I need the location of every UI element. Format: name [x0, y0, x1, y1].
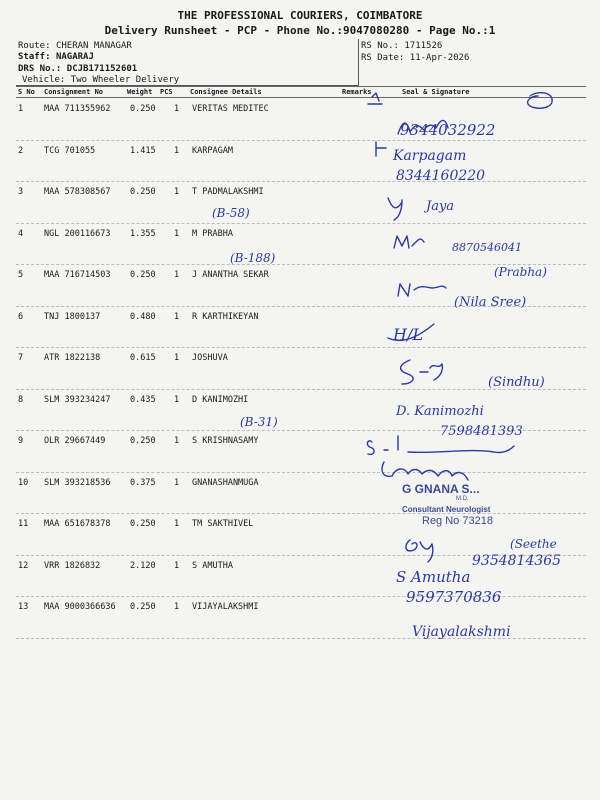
rs-date-value: 11-Apr-2026: [409, 53, 470, 63]
cell-sno: 4: [18, 228, 24, 239]
cell-weight: 0.480: [130, 311, 156, 322]
handwritten-mark-6: H/L: [393, 325, 423, 344]
row-separator: [16, 181, 586, 182]
row-separator: [16, 306, 586, 307]
vehicle-value: Two Wheeler Delivery: [70, 75, 180, 85]
cell-consignment: MAA 711355962: [44, 104, 111, 114]
cell-consignment: TNJ 1800137: [44, 311, 101, 322]
sig-row-3: [388, 198, 402, 220]
cell-consignee: J ANANTHA SEKAR: [192, 270, 269, 280]
row-separator: [16, 140, 586, 141]
cell-weight: 1.355: [130, 228, 156, 239]
cell-weight: 0.250: [130, 602, 156, 612]
row-separator: [16, 472, 586, 473]
cell-consignment: OLR 29667449: [44, 436, 106, 446]
rs-no-label: RS No.:: [361, 41, 399, 51]
cell-sno: 3: [18, 187, 24, 197]
cell-consignment: SLM 393218536: [44, 477, 111, 488]
row-separator: [16, 555, 586, 556]
handwritten-name-4: (Prabha): [494, 265, 547, 279]
handwritten-phone-2: 8344160220: [396, 168, 486, 184]
handwritten-note-11: (Seethe: [510, 537, 557, 551]
cell-sno: 2: [18, 145, 24, 156]
handwritten-phone-11: 9354814365: [472, 553, 562, 569]
stamp-title: Consultant Neurologist: [402, 505, 491, 514]
cell-consignment: VRR 1826832: [44, 560, 101, 571]
doctor-stamp: [392, 478, 572, 538]
row-separator: [16, 596, 586, 597]
sig-row-11: [406, 540, 433, 562]
handwritten-name-8: D. Kanimozhi: [396, 404, 484, 419]
cell-consignee: M PRABHA: [192, 228, 233, 239]
drs-line: [18, 64, 137, 74]
table-header-rule: [16, 97, 586, 98]
rs-no-line: [361, 41, 442, 51]
cell-pcs: 1: [174, 187, 180, 197]
col-weight: Weight: [127, 88, 153, 96]
cell-consignment: MAA 578308567: [44, 187, 111, 197]
cell-consignee: T PADMALAKSHMI: [192, 187, 264, 197]
cell-weight: 0.375: [130, 477, 156, 488]
remark-mark-2: [376, 142, 386, 156]
cell-pcs: 1: [174, 477, 180, 488]
cell-weight: 1.415: [130, 145, 156, 156]
cell-pcs: 1: [174, 560, 180, 571]
route-value: CHERAN MANAGAR: [55, 41, 132, 51]
route-label: Route:: [18, 41, 51, 51]
cell-sno: 6: [18, 311, 24, 322]
handwritten-note-3: (B-58): [212, 206, 250, 220]
cell-weight: 0.250: [130, 436, 156, 446]
runsheet-title: Delivery Runsheet - PCP - Phone No.:9047080280 - Page No.:1: [104, 24, 496, 37]
sig-row-6b: [388, 324, 434, 340]
cell-sno: 12: [18, 560, 29, 571]
col-pcs: PCS: [160, 88, 173, 96]
handwritten-phone-1: 9344032922: [400, 121, 496, 139]
cell-pcs: 1: [174, 270, 180, 280]
cell-sno: 5: [18, 270, 24, 280]
cell-consignment: SLM 393234247: [44, 394, 111, 405]
handwritten-phone-8: 7598481393: [440, 424, 523, 439]
sig-row-4: [394, 236, 424, 248]
cell-weight: 0.435: [130, 394, 156, 405]
cell-consignment: MAA 651678378: [44, 519, 111, 529]
cell-consignee: GNANASHANMUGA: [192, 477, 259, 488]
row-separator: [16, 430, 586, 431]
cell-consignee: TM SAKTHIVEL: [192, 519, 254, 529]
handwritten-note-8: (B-31): [240, 415, 278, 429]
handwritten-phone-4: 8870546041: [452, 241, 522, 254]
route-line: [18, 41, 132, 51]
cell-sno: 10: [18, 477, 29, 488]
col-sno: S No: [18, 88, 35, 96]
cell-pcs: 1: [174, 104, 180, 114]
cell-consignee: KARPAGAM: [192, 145, 233, 156]
col-consignee: Consignee Details: [190, 88, 262, 96]
cell-pcs: 1: [174, 311, 180, 322]
row-separator: [16, 389, 586, 390]
vehicle-label: Vehicle:: [22, 75, 66, 85]
cell-consignment: TCG 701055: [44, 145, 96, 156]
drs-label: DRS No.:: [18, 64, 62, 74]
cell-sno: 11: [18, 519, 29, 529]
cell-pcs: 1: [174, 353, 180, 363]
rs-no-value: 1711526: [404, 41, 443, 51]
sig-row-6: [398, 284, 446, 296]
col-remarks: Remarks: [342, 88, 372, 96]
cell-sno: 8: [18, 394, 24, 405]
circled-mark: [528, 93, 553, 109]
handwritten-note-4: (B-188): [230, 251, 276, 265]
stamp-reg-no: Reg No 73218: [422, 515, 493, 527]
cell-pcs: 1: [174, 602, 180, 612]
row-separator: [16, 638, 586, 639]
staff-label: Staff:: [18, 52, 51, 62]
sig-row-1: [398, 120, 448, 134]
col-consignment: Consignment No: [44, 88, 104, 96]
cell-consignee: JOSHUVA: [192, 353, 228, 363]
cell-pcs: 1: [174, 228, 180, 239]
cell-pcs: 1: [174, 394, 180, 405]
cell-weight: 0.250: [130, 104, 156, 114]
stamp-degree: M.D.: [456, 496, 469, 502]
row-separator: [16, 264, 586, 265]
cell-pcs: 1: [174, 436, 180, 446]
stamp-name: G GNANA S...: [402, 482, 480, 496]
cell-sno: 9: [18, 436, 24, 446]
cell-consignee: R KARTHIKEYAN: [192, 311, 259, 322]
handwritten-name-6: (Nila Sree): [454, 295, 527, 310]
handwritten-name-12: S Amutha: [396, 568, 471, 586]
cell-consignee: D KANIMOZHI: [192, 394, 249, 405]
row-separator: [16, 223, 586, 224]
cell-weight: 0.250: [130, 187, 156, 197]
handwritten-name-7: (Sindhu): [488, 375, 545, 390]
rs-date-label: RS Date:: [361, 53, 405, 63]
cell-consignee: VIJAYALAKSHMI: [192, 602, 259, 612]
handwritten-name-2: Karpagam: [393, 148, 467, 164]
drs-value: DCJB171152601: [66, 64, 138, 74]
cell-pcs: 1: [174, 145, 180, 156]
cell-consignee: VERITAS MEDITEC: [192, 104, 269, 114]
cell-consignment: ATR 1822138: [44, 353, 101, 363]
vehicle-line: [22, 75, 179, 85]
cell-weight: 0.250: [130, 519, 156, 529]
cell-pcs: 1: [174, 519, 180, 529]
staff-line: [18, 52, 94, 62]
cell-consignment: MAA 9000366636: [44, 602, 116, 612]
company-name: THE PROFESSIONAL COURIERS, COIMBATORE: [177, 9, 423, 22]
cell-consignment: NGL 200116673: [44, 228, 111, 239]
cell-weight: 2.120: [130, 560, 156, 571]
cell-sno: 1: [18, 104, 24, 114]
col-seal-signature: Seal & Signature: [402, 88, 470, 96]
handwritten-name-3: Jaya: [426, 199, 455, 214]
table-top-rule: [16, 86, 586, 87]
rs-date-line: [361, 53, 469, 63]
handwritten-phone-12: 9597370836: [406, 588, 502, 606]
handwritten-name-13: Vijayalakshmi: [412, 624, 511, 640]
staff-value: NAGARAJ: [55, 52, 94, 62]
cell-consignee: S KRISHNASAMY: [192, 436, 259, 446]
cell-consignment: MAA 716714503: [44, 270, 111, 280]
cell-consignee: S AMUTHA: [192, 560, 233, 571]
sig-row-9: [367, 436, 514, 454]
cell-weight: 0.615: [130, 353, 156, 363]
cell-sno: 13: [18, 602, 29, 612]
cell-weight: 0.250: [130, 270, 156, 280]
row-separator: [16, 347, 586, 348]
cell-sno: 7: [18, 353, 24, 363]
sig-row-7: [401, 360, 443, 384]
